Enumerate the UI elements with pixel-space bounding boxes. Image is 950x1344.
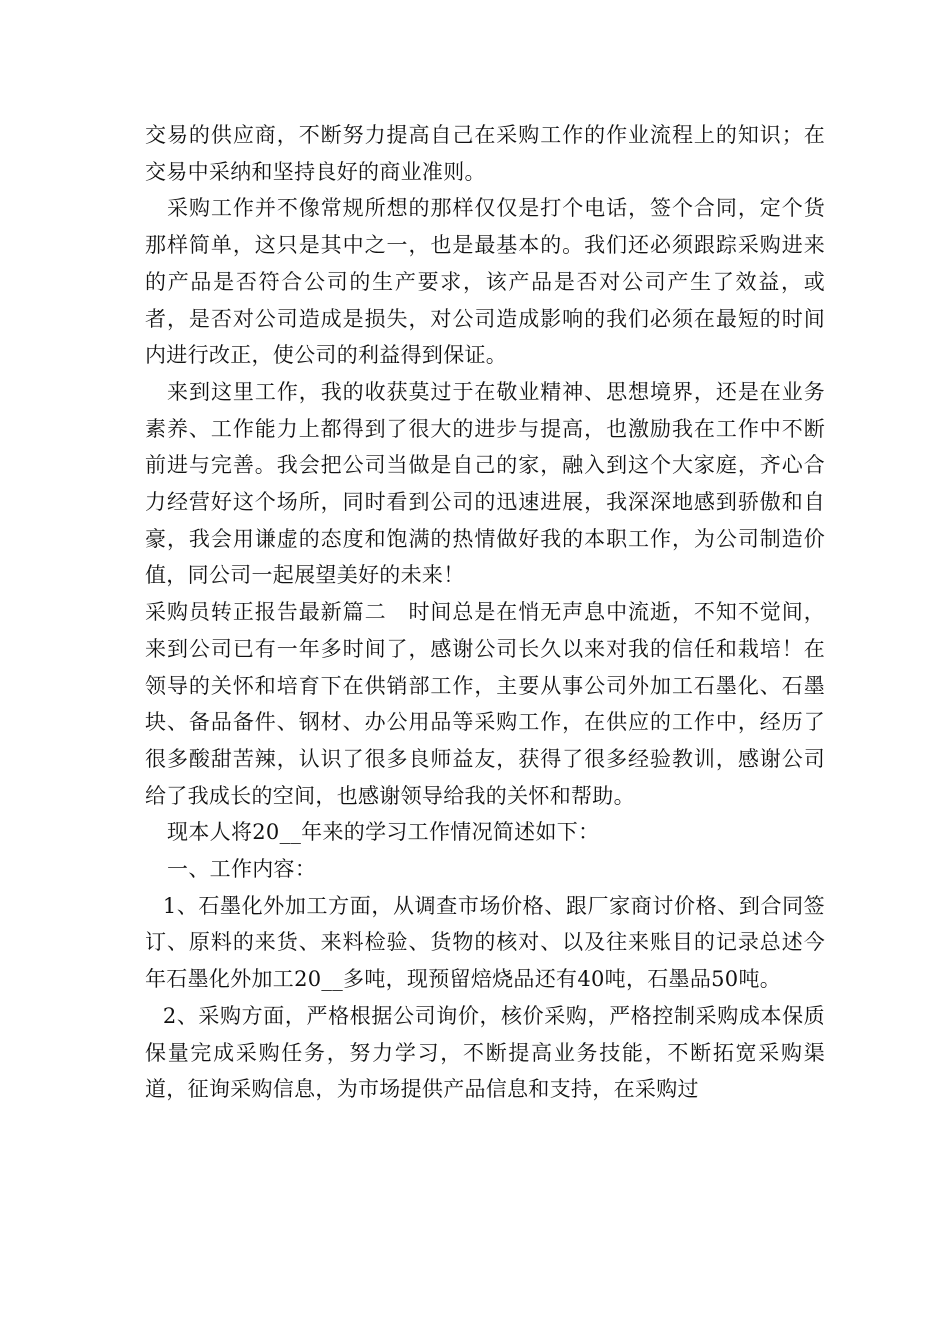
paragraph-4-section-heading: 采购员转正报告最新篇二 时间总是在悄无声息中流逝，不知不觉间，来到公司已有一年多时间了，感谢公司长久以来对我的信任和栽培！在领导的关怀和培育下在供销部工作，主要从事公司外加工石墨化、石墨块、备品备件、钢材、办公用品等采购工作，在供应的工作中，经历了很多酸甜苦辣，认识了很多良师益友，获得了很多经验教训，感谢公司给了我成长的空间，也感谢领导给我的关怀和帮助。	[145, 600, 825, 808]
paragraph-5: 现本人将20__年来的学习工作情况简述如下：	[167, 820, 600, 845]
paragraph-1: 交易的供应商，不断努力提高自己在采购工作的作业流程上的知识；在交易中采纳和坚持良好的商业准则。	[145, 123, 825, 184]
paragraph-6-heading: 一、工作内容：	[167, 857, 317, 882]
paragraph-2: 采购工作并不像常规所想的那样仅仅是打个电话，签个合同，定个货那样简单，这只是其中之一，也是最基本的。我们还必须跟踪采购进来的产品是否符合公司的生产要求，该产品是否对公司产生了效益，或者，是否对公司造成是损失，对公司造成影响的我们必须在最短的时间内进行改正，使公司的利益得到保证。	[145, 196, 825, 368]
paragraph-8-item-2: 2、采购方面，严格根据公司询价，核价采购，严格控制采购成本保质保量完成采购任务，努力学习，不断提高业务技能，不断拓宽采购渠道，征询采购信息，为市场提供产品信息和支持，在采购过	[145, 1003, 825, 1102]
paragraph-7-item-1: 1、石墨化外加工方面，从调查市场价格、跟厂家商讨价格、到合同签订、原料的来货、来料检验、货物的核对、以及往来账目的记录总述今年石墨化外加工20__多吨，现预留焙烧品还有40吨，石墨品50吨。	[145, 893, 825, 992]
paragraph-3: 来到这里工作，我的收获莫过于在敬业精神、思想境界，还是在业务素养、工作能力上都得到了很大的进步与提高，也激励我在工作中不断前进与完善。我会把公司当做是自己的家，融入到这个大家庭，齐心合力经营好这个场所，同时看到公司的迅速进展，我深深地感到骄傲和自豪，我会用谦虚的态度和饱满的热情做好我的本职工作，为公司制造价值，同公司一起展望美好的未来！	[145, 379, 825, 588]
document-body	[145, 117, 825, 1108]
